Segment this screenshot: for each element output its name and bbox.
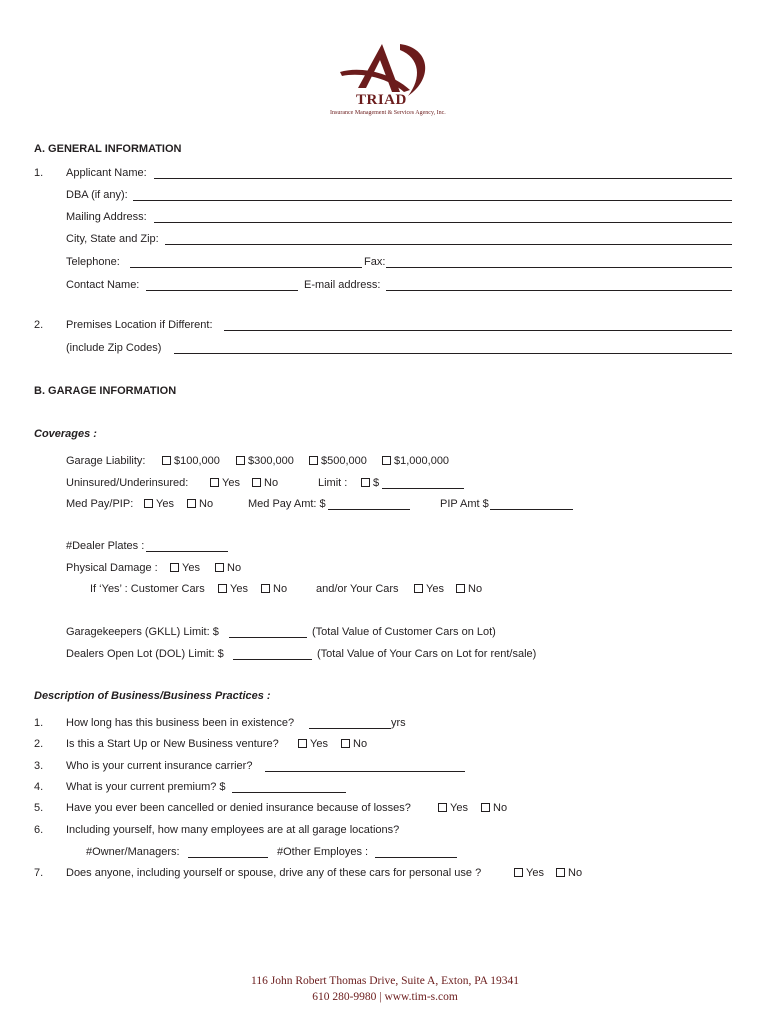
checkbox-icon[interactable] xyxy=(414,584,423,593)
checkbox-icon[interactable] xyxy=(187,499,196,508)
checkbox-icon[interactable] xyxy=(361,478,370,487)
gl-option-1m[interactable]: $1,000,000 xyxy=(380,455,449,467)
description-heading: Description of Business/Business Practices : xyxy=(34,690,271,702)
checkbox-icon[interactable] xyxy=(215,563,224,572)
q1-label: How long has this business been in existence? xyxy=(66,717,295,729)
premises-label: Premises Location if Different: xyxy=(66,319,213,331)
checkbox-icon[interactable] xyxy=(438,803,447,812)
your-cars-label: and/or Your Cars xyxy=(316,583,399,595)
mailing-address-field[interactable] xyxy=(154,222,732,223)
zip-codes-label: (include Zip Codes) xyxy=(66,342,162,354)
checkbox-icon[interactable] xyxy=(556,868,565,877)
q5-label: Have you ever been cancelled or denied insurance because of losses? xyxy=(66,802,411,814)
checkbox-icon[interactable] xyxy=(218,584,227,593)
uninsured-label: Uninsured/Underinsured: xyxy=(66,477,189,489)
med-pay-amt-label: Med Pay Amt: $ xyxy=(248,498,326,510)
gl-option-100k[interactable]: $100,000 xyxy=(160,455,220,467)
checkbox-icon[interactable] xyxy=(144,499,153,508)
gkll-label: Garagekeepers (GKLL) Limit: $ xyxy=(66,626,219,638)
fax-field[interactable] xyxy=(386,267,732,268)
coverages-heading: Coverages : xyxy=(34,428,97,440)
customer-cars-no[interactable]: No xyxy=(259,583,287,595)
checkbox-icon[interactable] xyxy=(481,803,490,812)
gkll-note: (Total Value of Customer Cars on Lot) xyxy=(312,626,496,638)
other-employees-label: #Other Employes : xyxy=(277,846,369,858)
garage-liability-label: Garage Liability: xyxy=(66,455,146,467)
q1-suffix: yrs xyxy=(391,717,406,729)
q7-no[interactable]: No xyxy=(554,867,582,879)
dba-field[interactable] xyxy=(133,200,732,201)
if-yes-customer-cars-label: If ‘Yes’ : Customer Cars xyxy=(90,583,205,595)
q7-number: 7. xyxy=(34,867,44,879)
checkbox-icon[interactable] xyxy=(341,739,350,748)
customer-cars-yes[interactable]: Yes xyxy=(216,583,248,595)
limit-label: Limit : xyxy=(318,477,348,489)
logo-word: TRIAD xyxy=(356,92,407,108)
zip-codes-field[interactable] xyxy=(174,353,732,354)
checkbox-icon[interactable] xyxy=(261,584,270,593)
pip-amt-field[interactable] xyxy=(490,509,573,510)
physical-damage-no[interactable]: No xyxy=(213,562,241,574)
gkll-field[interactable] xyxy=(229,637,307,638)
gl-option-500k[interactable]: $500,000 xyxy=(307,455,367,467)
checkbox-icon[interactable] xyxy=(514,868,523,877)
footer-contact: 610 280-9980 | www.tim-s.com xyxy=(312,991,458,1003)
footer-address: 116 John Robert Thomas Drive, Suite A, Exton, PA 19341 xyxy=(251,975,519,987)
med-pay-label: Med Pay/PIP: xyxy=(66,498,134,510)
checkbox-icon[interactable] xyxy=(382,456,391,465)
applicant-name-field[interactable] xyxy=(154,178,732,179)
uninsured-no[interactable]: No xyxy=(250,477,278,489)
checkbox-icon[interactable] xyxy=(298,739,307,748)
checkbox-icon[interactable] xyxy=(252,478,261,487)
dealer-plates-field[interactable] xyxy=(146,551,228,552)
owner-managers-label: #Owner/Managers: xyxy=(86,846,180,858)
q4-field[interactable] xyxy=(232,792,346,793)
q3-number: 3. xyxy=(34,760,44,772)
email-field[interactable] xyxy=(386,290,732,291)
q2-yes[interactable]: Yes xyxy=(296,738,328,750)
email-label: E-mail address: xyxy=(304,279,381,291)
q2-no[interactable]: No xyxy=(339,738,367,750)
q6-number: 6. xyxy=(34,824,44,836)
q1-field[interactable] xyxy=(309,728,391,729)
dealer-plates-label: #Dealer Plates : xyxy=(66,540,145,552)
other-employees-field[interactable] xyxy=(375,857,457,858)
q6-label: Including yourself, how many employees are at all garage locations? xyxy=(66,824,400,836)
contact-name-field[interactable] xyxy=(146,290,298,291)
physical-damage-label: Physical Damage : xyxy=(66,562,158,574)
q7-yes[interactable]: Yes xyxy=(512,867,544,879)
q7-label: Does anyone, including yourself or spouse, drive any of these cars for personal use ? xyxy=(66,867,482,879)
applicant-name-label: Applicant Name: xyxy=(66,167,147,179)
physical-damage-yes[interactable]: Yes xyxy=(168,562,200,574)
q3-field[interactable] xyxy=(265,771,465,772)
mailing-address-label: Mailing Address: xyxy=(66,211,147,223)
checkbox-icon[interactable] xyxy=(456,584,465,593)
gl-option-300k[interactable]: $300,000 xyxy=(234,455,294,467)
item-2-number: 2. xyxy=(34,319,44,331)
your-cars-yes[interactable]: Yes xyxy=(412,583,444,595)
q5-number: 5. xyxy=(34,802,44,814)
telephone-field[interactable] xyxy=(130,267,362,268)
q2-number: 2. xyxy=(34,738,44,750)
dba-label: DBA (if any): xyxy=(66,189,128,201)
q5-no[interactable]: No xyxy=(479,802,507,814)
item-1-number: 1. xyxy=(34,167,44,179)
telephone-label: Telephone: xyxy=(66,256,120,268)
q1-number: 1. xyxy=(34,717,44,729)
med-pay-amt-field[interactable] xyxy=(328,509,410,510)
premises-field[interactable] xyxy=(224,330,732,331)
city-state-zip-label: City, State and Zip: xyxy=(66,233,159,245)
q5-yes[interactable]: Yes xyxy=(436,802,468,814)
your-cars-no[interactable]: No xyxy=(454,583,482,595)
contact-name-label: Contact Name: xyxy=(66,279,140,291)
uninsured-yes[interactable]: Yes xyxy=(208,477,240,489)
q4-number: 4. xyxy=(34,781,44,793)
pip-amt-label: PIP Amt $ xyxy=(440,498,489,510)
section-a-title: A. GENERAL INFORMATION xyxy=(34,143,182,155)
section-b-title: B. GARAGE INFORMATION xyxy=(34,385,177,397)
checkbox-icon[interactable] xyxy=(309,456,318,465)
checkbox-icon[interactable] xyxy=(236,456,245,465)
med-pay-yes[interactable]: Yes xyxy=(142,498,174,510)
q4-label: What is your current premium? $ xyxy=(66,781,226,793)
med-pay-no[interactable]: No xyxy=(185,498,213,510)
dol-label: Dealers Open Lot (DOL) Limit: $ xyxy=(66,648,224,660)
checkbox-icon[interactable] xyxy=(210,478,219,487)
q3-label: Who is your current insurance carrier? xyxy=(66,760,253,772)
limit-field[interactable]: $ xyxy=(359,477,379,489)
city-state-zip-field[interactable] xyxy=(165,244,732,245)
logo-subtitle: Insurance Management & Services Agency, Inc. xyxy=(330,110,446,116)
fax-label: Fax: xyxy=(364,256,386,268)
garage-liability-row xyxy=(66,455,146,467)
dol-field[interactable] xyxy=(233,659,312,660)
dol-note: (Total Value of Your Cars on Lot for rent/sale) xyxy=(317,648,537,660)
checkbox-icon[interactable] xyxy=(162,456,171,465)
q2-label: Is this a Start Up or New Business venture? xyxy=(66,738,279,750)
limit-amount-line[interactable] xyxy=(382,488,464,489)
owner-managers-field[interactable] xyxy=(188,857,268,858)
checkbox-icon[interactable] xyxy=(170,563,179,572)
